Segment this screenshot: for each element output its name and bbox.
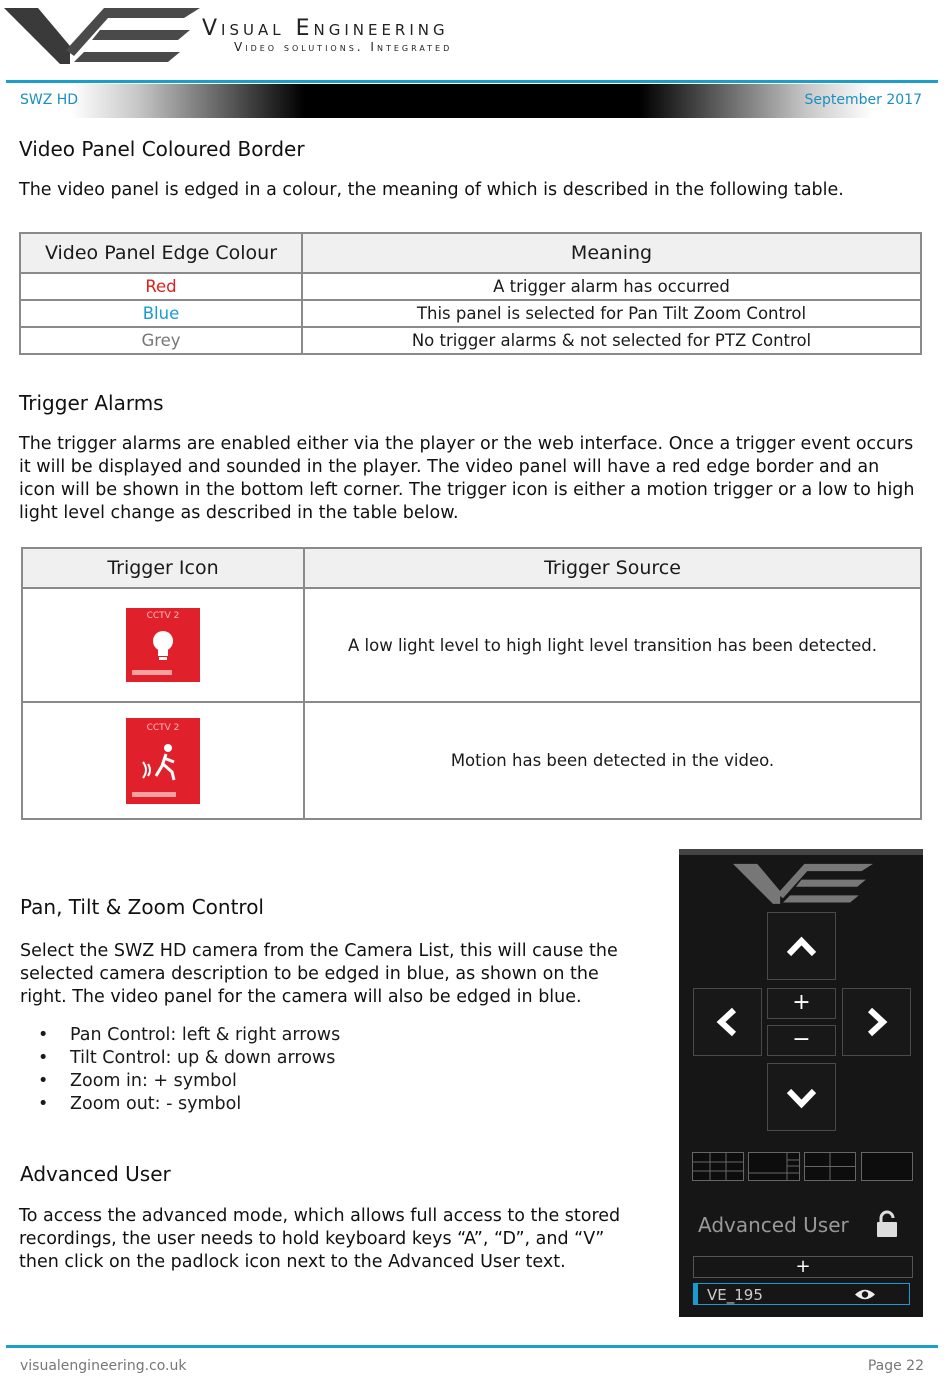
- colour-cell: Blue: [20, 300, 302, 327]
- section-heading-advanced: Advanced User: [20, 1162, 171, 1186]
- footer-page-number: Page 22: [867, 1358, 924, 1374]
- doc-name: SWZ HD: [20, 92, 79, 108]
- meaning-cell: This panel is selected for Pan Tilt Zoom Control: [302, 300, 921, 327]
- colour-cell: Red: [20, 273, 302, 300]
- layout-2x2-button[interactable]: [804, 1152, 856, 1181]
- list-item: • Tilt Control: up & down arrows: [20, 1047, 640, 1070]
- ptz-control-panel: [679, 849, 923, 1317]
- section-heading-trigger: Trigger Alarms: [19, 391, 164, 415]
- meaning-cell: A trigger alarm has occurred: [302, 273, 921, 300]
- section-heading-ptz: Pan, Tilt & Zoom Control: [20, 895, 264, 919]
- ve-logo: [4, 4, 200, 64]
- motion-trigger-icon: CCTV 2: [126, 718, 200, 804]
- footer-rule: [6, 1345, 938, 1348]
- chevron-down-icon: [768, 1064, 835, 1130]
- icon-cell: [22, 702, 304, 819]
- section-intro-trigger: The trigger alarms are enabled either via the player or the web interface. Once a trigger event occurs it will be displayed and sounded in the player. The video panel will have a red edge border and an icon will be shown in the bottom left corner. The trigger icon is either a motion trigger or a low to high light level change as described in the table below.: [19, 434, 915, 523]
- section-intro-border: The video panel is edged in a colour, the meaning of which is described in the following table.: [19, 180, 844, 200]
- panel-top-bar: [679, 849, 923, 855]
- tilt-down-button[interactable]: [767, 1063, 836, 1131]
- section-intro-advanced: To access the advanced mode, which allows full access to the stored recordings, the user needs to hold keyboard keys “A”, “D”, and “V” then click on the padlock icon next to the Advanced User text.: [19, 1206, 621, 1272]
- layout-single-button[interactable]: [861, 1152, 913, 1181]
- icon-cell: [22, 588, 304, 702]
- padlock-icon[interactable]: [875, 1210, 899, 1238]
- source-cell: Motion has been detected in the video.: [304, 702, 921, 819]
- header-rule: [6, 80, 938, 83]
- table-row: [20, 273, 921, 300]
- list-item: • Pan Control: left & right arrows: [20, 1024, 640, 1047]
- doc-date: September 2017: [804, 92, 922, 108]
- colour-cell: Grey: [20, 327, 302, 354]
- brand-title: Visual Engineering: [202, 16, 449, 41]
- table-header: Meaning: [302, 233, 921, 273]
- header-band: [6, 84, 938, 118]
- zoom-in-button[interactable]: +: [767, 988, 836, 1019]
- layout-grid-3x3-button[interactable]: [692, 1152, 744, 1181]
- add-camera-button[interactable]: +: [693, 1256, 913, 1278]
- lightbulb-trigger-icon: CCTV 2: [126, 608, 200, 682]
- edge-colour-table: [19, 232, 922, 355]
- meaning-cell: No trigger alarms & not selected for PTZ Control: [302, 327, 921, 354]
- brand-subtitle: Video solutions. Integrated: [234, 40, 453, 54]
- grid-layout-icon: [749, 1153, 799, 1180]
- section-heading-border: Video Panel Coloured Border: [19, 137, 305, 161]
- pan-left-button[interactable]: [693, 988, 762, 1056]
- grid-layout-icon: [805, 1153, 855, 1180]
- camera-list-item-selected[interactable]: [693, 1283, 910, 1305]
- ve-panel-logo: [733, 861, 873, 904]
- table-row: [22, 588, 921, 702]
- eye-icon[interactable]: [854, 1288, 876, 1301]
- footer-website: visualengineering.co.uk: [20, 1358, 187, 1374]
- layout-1plus5-button[interactable]: [748, 1152, 800, 1181]
- grid-layout-icon: [693, 1153, 743, 1180]
- table-row: [20, 300, 921, 327]
- zoom-out-button[interactable]: −: [767, 1025, 836, 1056]
- source-cell: A low light level to high light level transition has been detected.: [304, 588, 921, 702]
- table-header: Video Panel Edge Colour: [20, 233, 302, 273]
- list-item: • Zoom in: + symbol: [20, 1070, 640, 1093]
- table-header: Trigger Icon: [22, 548, 304, 588]
- chevron-up-icon: [768, 913, 835, 979]
- table-header: Trigger Source: [304, 548, 921, 588]
- chevron-right-icon: [843, 989, 910, 1055]
- advanced-user-label: Advanced User: [698, 1213, 849, 1237]
- tilt-up-button[interactable]: [767, 912, 836, 980]
- ptz-bullet-list: [20, 1024, 640, 1116]
- trigger-table: [21, 547, 922, 820]
- table-row: [20, 327, 921, 354]
- pan-right-button[interactable]: [842, 988, 911, 1056]
- camera-name: VE_195: [707, 1286, 763, 1304]
- list-item: • Zoom out: - symbol: [20, 1093, 640, 1116]
- section-intro-ptz: Select the SWZ HD camera from the Camera List, this will cause the selected camera description to be edged in blue, as shown on the right. The video panel for the camera will also be edged in blue.: [20, 941, 618, 1007]
- table-row: [22, 702, 921, 819]
- chevron-left-icon: [694, 989, 761, 1055]
